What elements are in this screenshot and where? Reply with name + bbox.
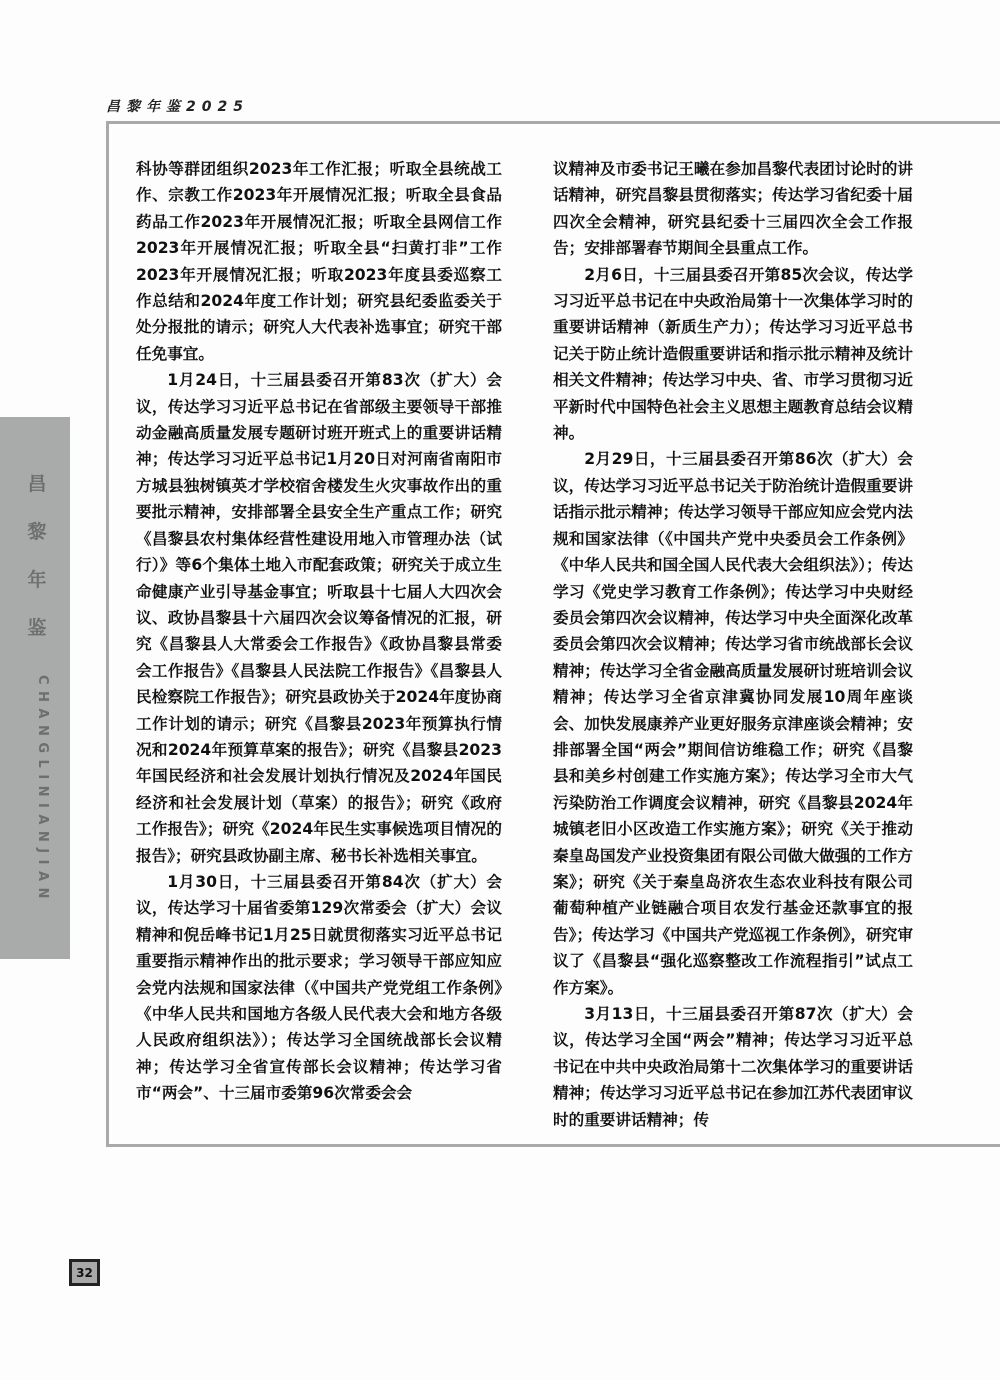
side-tab-char: 年 (27, 569, 47, 591)
paragraph: 1月24日，十三届县委召开第83次（扩大）会议，传达学习习近平总书记在省部级主要领导干部推动金融高质量发展专题研讨班开班式上的重要讲话精神；传达学习习近平总书记1月20日对河南省南阳市方城县独树镇英才学校宿舍楼发生火灾事故作出的重要批示精神，安排部署全县安全生产重点工作；研究《昌黎县农村集体经营性建设用地入市管理办法（试行）》等6个集体土地入市配套政策；研究关于成立生命健康产业引导基金事宜；听取县十七届人大四次会议、政协昌黎县十六届四次会议筹备情况的汇报，研究《昌黎县人大常委会工作报告》《政协昌黎县常委会工作报告》《昌黎县人民法院工作报告》《昌黎县人民检察院工作报告》；研究县政协关于2024年度协商工作计划的请示；研究《昌黎县2023年预算执行情况和2024年预算草案的报告》；研究《昌黎县2023年国民经济和社会发展计划执行情况及2024年国民经济和社会发展计划（草案）的报告》；研究《政府工作报告》；研究《2024年民生实事候选项目情况的报告》；研究县政协副主席、秘书长补选相关事宜。 (136, 371, 502, 865)
running-head: 昌黎年鉴2025 (106, 99, 249, 115)
paragraph: 议精神及市委书记王曦在参加昌黎代表团讨论时的讲话精神，研究昌黎县贯彻落实；传达学习省纪委十届四次全会精神，研究县纪委十三届四次全会工作报告；安排部署春节期间全县重点工作。 (553, 160, 913, 258)
side-section-tab (0, 417, 70, 959)
paragraph: 1月30日，十三届县委召开第84次（扩大）会议，传达学习十届省委第129次常委会（扩大）会议精神和倪岳峰书记1月25日就贯彻落实习近平总书记重要指示精神作出的批示要求；学习领导干部应知应会党内法规和国家法律（《中国共产党党组工作条例》《中华人民共和国地方各级人民代表大会和地方各级人民政府组织法》）；传达学习全国统战部长会议精神；传达学习全省宣传部长会议精神；传达学习省市“两会”、十三届市委第96次常委会会 (136, 872, 502, 1103)
right-column (553, 156, 913, 1133)
left-column (136, 156, 502, 1107)
side-tab-english-title: CHANGLINIANJIAN (35, 675, 50, 905)
side-tab-char: 昌 (27, 473, 47, 495)
paragraph: 3月13日，十三届县委召开第87次（扩大）会议，传达学习全国“两会”精神；传达学习习近平总书记在中共中央政治局第十二次集体学习的重要讲话精神；传达学习习近平总书记在参加江苏代表团审议时的重要讲话精神；传 (553, 1005, 913, 1129)
side-tab-chinese-title (26, 469, 48, 661)
paragraph: 2月6日，十三届县委召开第85次会议，传达学习习近平总书记在中央政治局第十一次集体学习时的重要讲话精神（新质生产力）；传达学习习近平总书记关于防止统计造假重要讲话和指示批示精神及统计相关文件精神；传达学习中央、省、市学习贯彻习近平新时代中国特色社会主义思想主题教育总结会议精神。 (553, 265, 913, 443)
page-number: 32 (69, 1259, 100, 1286)
side-tab-char: 黎 (27, 521, 47, 543)
paragraph: 科协等群团组织2023年工作汇报；听取全县统战工作、宗教工作2023年开展情况汇报；听取全县食品药品工作2023年开展情况汇报；听取全县网信工作2023年开展情况汇报；听取全县“扫黄打非”工作2023年开展情况汇报；听取2023年度县委巡察工作总结和2024年度工作计划；研究县纪委监委关于处分报批的请示；研究人大代表补选事宜；研究干部任免事宜。 (136, 160, 502, 363)
side-tab-char: 鉴 (27, 617, 47, 639)
paragraph: 2月29日，十三届县委召开第86次（扩大）会议，传达学习习近平总书记关于防治统计造假重要讲话指示批示精神；传达学习领导干部应知应会党内法规和国家法律（《中国共产党中央委员会工作条例》《中华人民共和国全国人民代表大会组织法》）；传达学习《党史学习教育工作条例》；传达学习中央财经委员会第四次会议精神，传达学习中央全面深化改革委员会第四次会议精神；传达学习省市统战部长会议精神；传达学习全省金融高质量发展研讨班培训会议精神；传达学习全省京津冀协同发展10周年座谈会、加快发展康养产业更好服务京津座谈会精神；安排部署全国“两会”期间信访维稳工作；研究《昌黎县和美乡村创建工作实施方案》；传达学习全市大气污染防治工作调度会议精神，研究《昌黎县2024年城镇老旧小区改造工作实施方案》；研究《关于推动秦皇岛国发产业投资集团有限公司做大做强的工作方案》；研究《关于秦皇岛济农生态农业科技有限公司葡萄种植产业链融合项目农发行基金还款事宜的报告》；传达学习《中国共产党巡视工作条例》，研究审议了《昌黎县“强化巡察整改工作流程指引”试点工作方案》。 (553, 450, 913, 997)
